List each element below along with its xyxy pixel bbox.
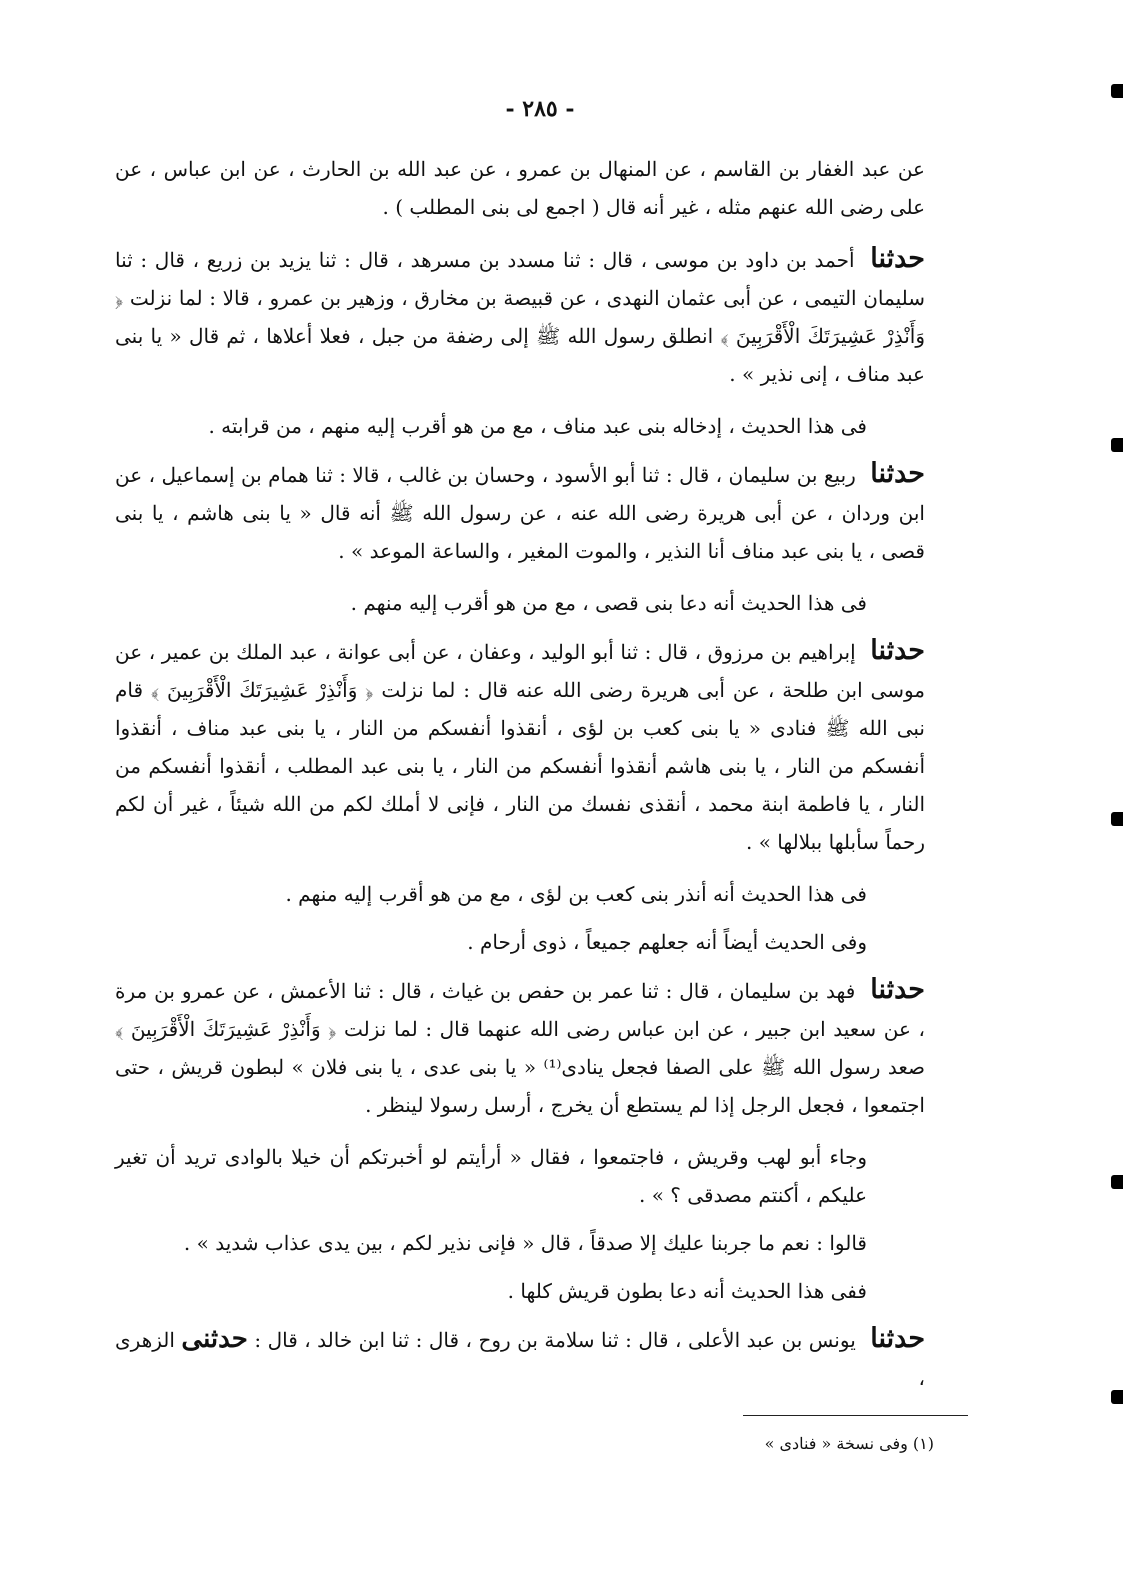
paragraph-8 [115, 923, 925, 961]
paragraph-13 [115, 1320, 925, 1397]
hadith-text [115, 150, 925, 1411]
paragraph-text: ربيع بن سليمان ، قال : ثنا أبو الأسود ، وحسان بن غالب ، قالا : ثنا همام بن إسماعيل ، عن ابن وردان ، عن أبى هريرة رضى الله عنه ، عن رسول الله ﷺ أنه قال « يا بنى هاشم ، يا بنى قصى ، يا بنى عبد مناف أنا النذير ، والموت المغير ، والساعة الموعد » . [115, 463, 925, 563]
paragraph-text: وجاء أبو لهب وقريش ، فاجتمعوا ، فقال « أرأيتم لو أخبرتكم أن خيلا بالوادى تريد أن تغير عليكم ، أكنتم مصدقى ؟ » . [115, 1145, 867, 1207]
paragraph-9 [115, 971, 925, 1124]
paragraph-7 [115, 875, 925, 913]
footnote: (١) وفى نسخة « فنادى » [764, 1434, 934, 1453]
paragraph-10 [115, 1138, 925, 1214]
paragraph-text: إبراهيم بن مرزوق ، قال : ثنا أبو الوليد ، وعفان ، عن أبى عوانة ، عبد الملك بن عمير ، عن موسى ابن طلحة ، عن أبى هريرة رضى الله عنه قال : لما نزلت ﴿ وَأَنْذِرْ عَشِيرَتَكَ الْأَقْرَبِينَ ﴾ قام نبى الله ﷺ فنادى « يا بنى كعب بن لؤى ، أنقذوا أنفسكم من النار ، يا بنى عبد مناف ، أنقذوا أنفسكم من النار ، يا بنى هاشم أنقذوا أنفسكم من النار ، يا بنى عبد المطلب ، أنقذوا أنفسكم من النار ، يا فاطمة ابنة محمد ، أنقذى نفسك من النار ، فإنى لا أملك لكم من الله شيئاً ، غير أن لكم رحماً سأبلها ببلالها » . [115, 640, 925, 854]
page-number: - ٢٨٥ - [505, 96, 575, 122]
scan-edge-mark [1111, 84, 1123, 98]
paragraph-text: فى هذا الحديث ، إدخاله بنى عبد مناف ، مع من هو أقرب إليه منهم ، من قرابته . [208, 414, 867, 438]
scan-edge-mark [1111, 1175, 1123, 1189]
scan-edge-mark [1111, 438, 1123, 452]
scan-edge-mark [1111, 1390, 1123, 1404]
paragraph-12 [115, 1272, 925, 1310]
paragraph-text: أحمد بن داود بن موسى ، قال : ثنا مسدد بن مسرهد ، قال : ثنا يزيد بن زريع ، قال : ثنا سليمان التيمى ، عن أبى عثمان النهدى ، عن قبيصة بن مخارق ، وزهير بن عمرو ، قالا : لما نزلت ﴿ وَأَنْذِرْ عَشِيرَتَكَ الْأَقْرَبِينَ ﴾ انطلق رسول الله ﷺ إلى رضفة من جبل ، فعلا أعلاها ، ثم قال « يا بنى عبد مناف ، إنى نذير » . [115, 248, 925, 386]
paragraph-1 [115, 150, 925, 226]
paragraph-text: فى هذا الحديث أنه أنذر بنى كعب بن لؤى ، مع من هو أقرب إليه منهم . [285, 882, 867, 906]
haddathana-heading: حدثنا [870, 458, 925, 489]
haddathana-heading: حدثنا [870, 635, 926, 666]
paragraph-text: عن عبد الغفار بن القاسم ، عن المنهال بن عمرو ، عن عبد الله بن الحارث ، عن ابن عباس ، عن على رضى الله عنهم مثله ، غير أنه قال ( اجمع لى بنى المطلب ) . [115, 157, 925, 219]
paragraph-3 [115, 407, 925, 445]
haddathana-heading: حدثنا [870, 974, 926, 1005]
footnote-divider [743, 1415, 968, 1416]
paragraph-text: يونس بن عبد الأعلى ، قال : ثنا سلامة بن روح ، قال : ثنا ابن خالد ، قال : [254, 1328, 856, 1352]
paragraph-text: فى هذا الحديث أنه دعا بنى قصى ، مع من هو أقرب إليه منهم . [350, 591, 867, 615]
paragraph-text: ففى هذا الحديث أنه دعا بطون قريش كلها . [507, 1279, 867, 1303]
haddathana-heading: حدثنا [870, 243, 925, 274]
paragraph-text: وفى الحديث أيضاً أنه جعلهم جميعاً ، ذوى أرحام . [467, 930, 867, 954]
paragraph-6 [115, 632, 925, 861]
paragraph-text: فهد بن سليمان ، قال : ثنا عمر بن حفص بن غياث ، قال : ثنا الأعمش ، عن عمرو بن مرة ، عن سعيد ابن جبير ، عن ابن عباس رضى الله عنهما قال : لما نزلت ﴿ وَأَنْذِرْ عَشِيرَتَكَ الْأَقْرَبِينَ ﴾ صعد رسول الله ﷺ على الصفا فجعل ينادى⁽¹⁾ « يا بنى عدى ، يا بنى فلان » لبطون قريش ، حتى اجتمعوا ، فجعل الرجل إذا لم يستطع أن يخرج ، أرسل رسولا لينظر . [115, 979, 925, 1117]
paragraph-2 [115, 240, 925, 393]
paragraph-5 [115, 584, 925, 622]
paragraph-11 [115, 1224, 925, 1262]
paragraph-4 [115, 455, 925, 570]
haddathani-heading: حدثنى [181, 1324, 248, 1354]
paragraph-tail: الزهرى ، [115, 1328, 925, 1390]
haddathana-heading: حدثنا [870, 1323, 926, 1354]
scan-edge-mark [1111, 812, 1123, 826]
paragraph-text: قالوا : نعم ما جربنا عليك إلا صدقاً ، قال « فإنى نذير لكم ، بين يدى عذاب شديد » . [183, 1231, 867, 1255]
